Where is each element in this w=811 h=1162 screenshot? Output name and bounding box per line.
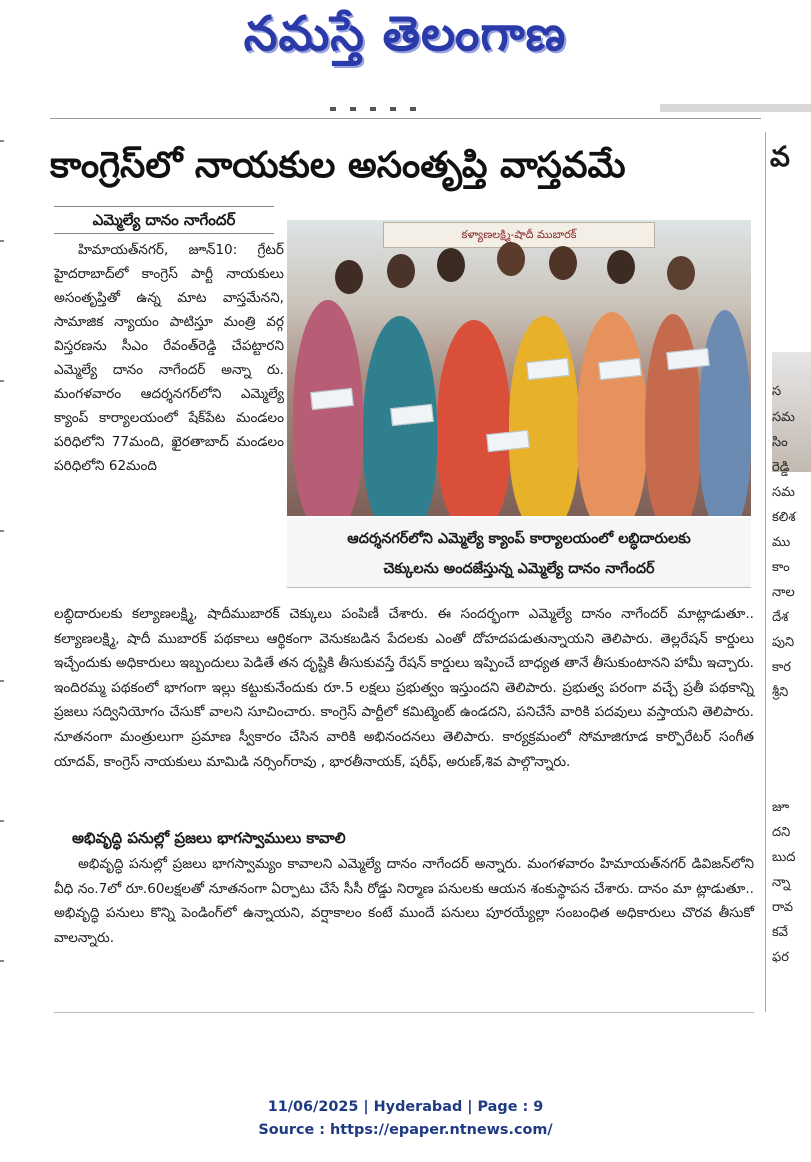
adjacent-text-line: సిం bbox=[772, 435, 788, 450]
photo-caption bbox=[287, 518, 751, 588]
article-subhead: అభివృద్ధి పనుల్లో ప్రజలు భాగస్వాములు కావాలి bbox=[72, 829, 346, 847]
adjacent-text-line: సమ bbox=[772, 410, 795, 425]
caption-line-2: చెక్కులను అందజేస్తున్న ఎమ్మెల్యే దానం నాగేందర్ bbox=[383, 561, 655, 577]
adjacent-text-line: జూ bbox=[772, 800, 790, 815]
adjacent-text-line: బుద bbox=[772, 850, 796, 865]
article-left-column bbox=[54, 238, 284, 478]
right-strip bbox=[660, 104, 811, 112]
newspaper-logo: నమస్తే తెలంగాణ bbox=[243, 6, 567, 62]
adjacent-text-line: పుని bbox=[772, 635, 795, 650]
article-subsection-text: అభివృద్ధి పనుల్లో ప్రజలు భాగస్వామ్యం కావాలని ఎమ్మెల్యే దానం నాగేందర్ అన్నారు. మంగళవారం హిమాయత్‌నగర్ డివిజన్‌లోని వీధి నం.7లో రూ.60లక్షలతో నూతనంగా ఏర్పాటు చేసే సీసీ రోడ్డు నిర్మాణ పనులకు ఆయన శంకుస్థాపన చేశారు. దానం మా ట్లాడుతూ.. అభివృద్ధి పనులు కొన్ని పెండింగ్‌లో ఉన్నాయని, వర్షాకాలం కంటే ముందే పనులు పూరయ్యేల్లా సంబంధిత అధికారులు చొరవ తీసుకో వాలన్నారు. bbox=[54, 856, 754, 946]
adjacent-text-line: స bbox=[772, 384, 782, 399]
adjacent-text-line: శ్రీని bbox=[772, 685, 789, 700]
adjacent-text-line: దేశ bbox=[772, 610, 789, 625]
adjacent-text-line: సమ bbox=[772, 485, 795, 500]
top-fragment-marks bbox=[330, 96, 470, 104]
adjacent-text-line: నాల bbox=[772, 585, 795, 600]
left-column-text: హిమాయత్‌నగర్, జూన్10: గ్రేటర్ హైదరాబాద్‌లో కాంగ్రెస్ పార్టీ నాయకులు అసంతృప్తితో ఉన్న మాట వాస్తమేనని, సామాజిక న్యాయం పాటిస్తూ మంత్రి వర్గ విస్తరణను సీఎం రేవంత్‌రెడ్డి చేపట్టారని ఎమ్మెల్యే దానం నాగేందర్ అన్నా రు. మంగళవారం ఆదర్శనగర్‌లోని ఎమ్మెల్యే క్యాంప్ కార్యాలయంలో షేక్‌పేట మండలం పరిధిలోని 77మంది, ఖైరతాబాద్ మండలం పరిధిలోని 62మంది bbox=[54, 242, 284, 474]
masthead bbox=[0, 0, 811, 80]
column-divider bbox=[765, 132, 766, 1012]
adjacent-text-line: కార bbox=[772, 660, 791, 675]
adjacent-text-line: ము bbox=[772, 535, 791, 550]
adjacent-text-line: ఫర bbox=[772, 950, 789, 965]
article-headline: కాంగ్రెస్‌లో నాయకుల అసంతృప్తి వాస్తవమే bbox=[50, 145, 626, 186]
footer-date-edition: 11/06/2025 | Hyderabad | Page : 9 bbox=[267, 1099, 544, 1115]
adjacent-text-line: న్నా bbox=[772, 875, 791, 890]
footer-source-link[interactable]: Source : https://epaper.ntnews.com/ bbox=[258, 1122, 553, 1138]
adjacent-text-line: రెడ్డి bbox=[772, 460, 790, 475]
article-subsection bbox=[54, 852, 754, 950]
article-body-text: లబ్ధిదారులకు కల్యాణలక్ష్మి, షాదీముబారక్ చెక్కులు పంపిణీ చేశారు. ఈ సందర్భంగా ఎమ్మెల్యే దానం నాగేందర్ మాట్లాడుతూ.. కల్యాణలక్ష్మి, షాదీ ముబారక్ పథకాలు ఆర్థికంగా వెనుకబడిన పేదలకు ఎంతో దోహదపడుతున్నాయని తెలిపారు. తెల్లరేషన్ కార్డులు ఇచ్చేందుకు అధికారులు ఇబ్బందులు పెడితే తన దృష్టికి తీసుకువస్తే రేషన్ కార్డులు ఇప్పించే బాధ్యత తానే తీసుకుంటానని హామీ ఇచ్చారు. ఇందిరమ్మ పథకంలో భాగంగా ఇల్లు కట్టుకునేందుకు రూ.5 లక్షలు ప్రభుత్వం ఇస్తుందని తెలిపారు. ప్రభుత్వ పరంగా వచ్చే ప్రతీ పథకాన్ని ప్రజలు సద్వినియోగం చేసుకో వాలని సూచించారు. కాంగ్రెస్ పార్టీలో కమిట్మెంట్ ఉండదని, పనిచేసే వారికి పదవులు వస్తాయని తెలిపారు. నూతనంగా మంత్రులుగా ప్రమాణ స్వీకారం చేసిన వారికి అభినందనలు తెలిపారు. కార్యక్రమంలో సోమాజిగూడ కార్పొరేటర్ సంగీత యాదవ్, కాంగ్రెస్ నాయకులు మామిడి నర్సింగ్‌రావు , భారతీనాయక్, షరీఫ్, అరుణ్,శివ పాల్గొన్నారు. bbox=[54, 606, 754, 770]
photo-banner: కళ్యాణలక్ష్మి-షాదీ ముబారక్ bbox=[383, 222, 655, 248]
article-byline: ఎమ్మెల్యే దానం నాగేందర్ bbox=[54, 206, 274, 234]
adjacent-text-line: రావ bbox=[772, 900, 794, 915]
caption-line-1: ఆదర్శనగర్‌లోని ఎమ్మెల్యే క్యాంప్ కార్యాలయంలో లబ్ధిదారులకు bbox=[347, 531, 691, 547]
article-body bbox=[54, 602, 754, 774]
adjacent-text-line: కవే bbox=[772, 925, 789, 940]
top-divider bbox=[50, 118, 761, 119]
adjacent-text-line: కాం bbox=[772, 560, 790, 575]
adjacent-text-line: దని bbox=[772, 825, 791, 840]
adjacent-text-line: కలిశ bbox=[772, 510, 796, 525]
adjacent-headline-fragment: వ bbox=[770, 140, 790, 173]
page-footer bbox=[0, 1096, 811, 1142]
bottom-divider bbox=[54, 1012, 754, 1013]
article-photo bbox=[287, 220, 751, 516]
adjacent-article-fragment bbox=[768, 132, 811, 1012]
left-edge-fragments bbox=[0, 120, 10, 980]
